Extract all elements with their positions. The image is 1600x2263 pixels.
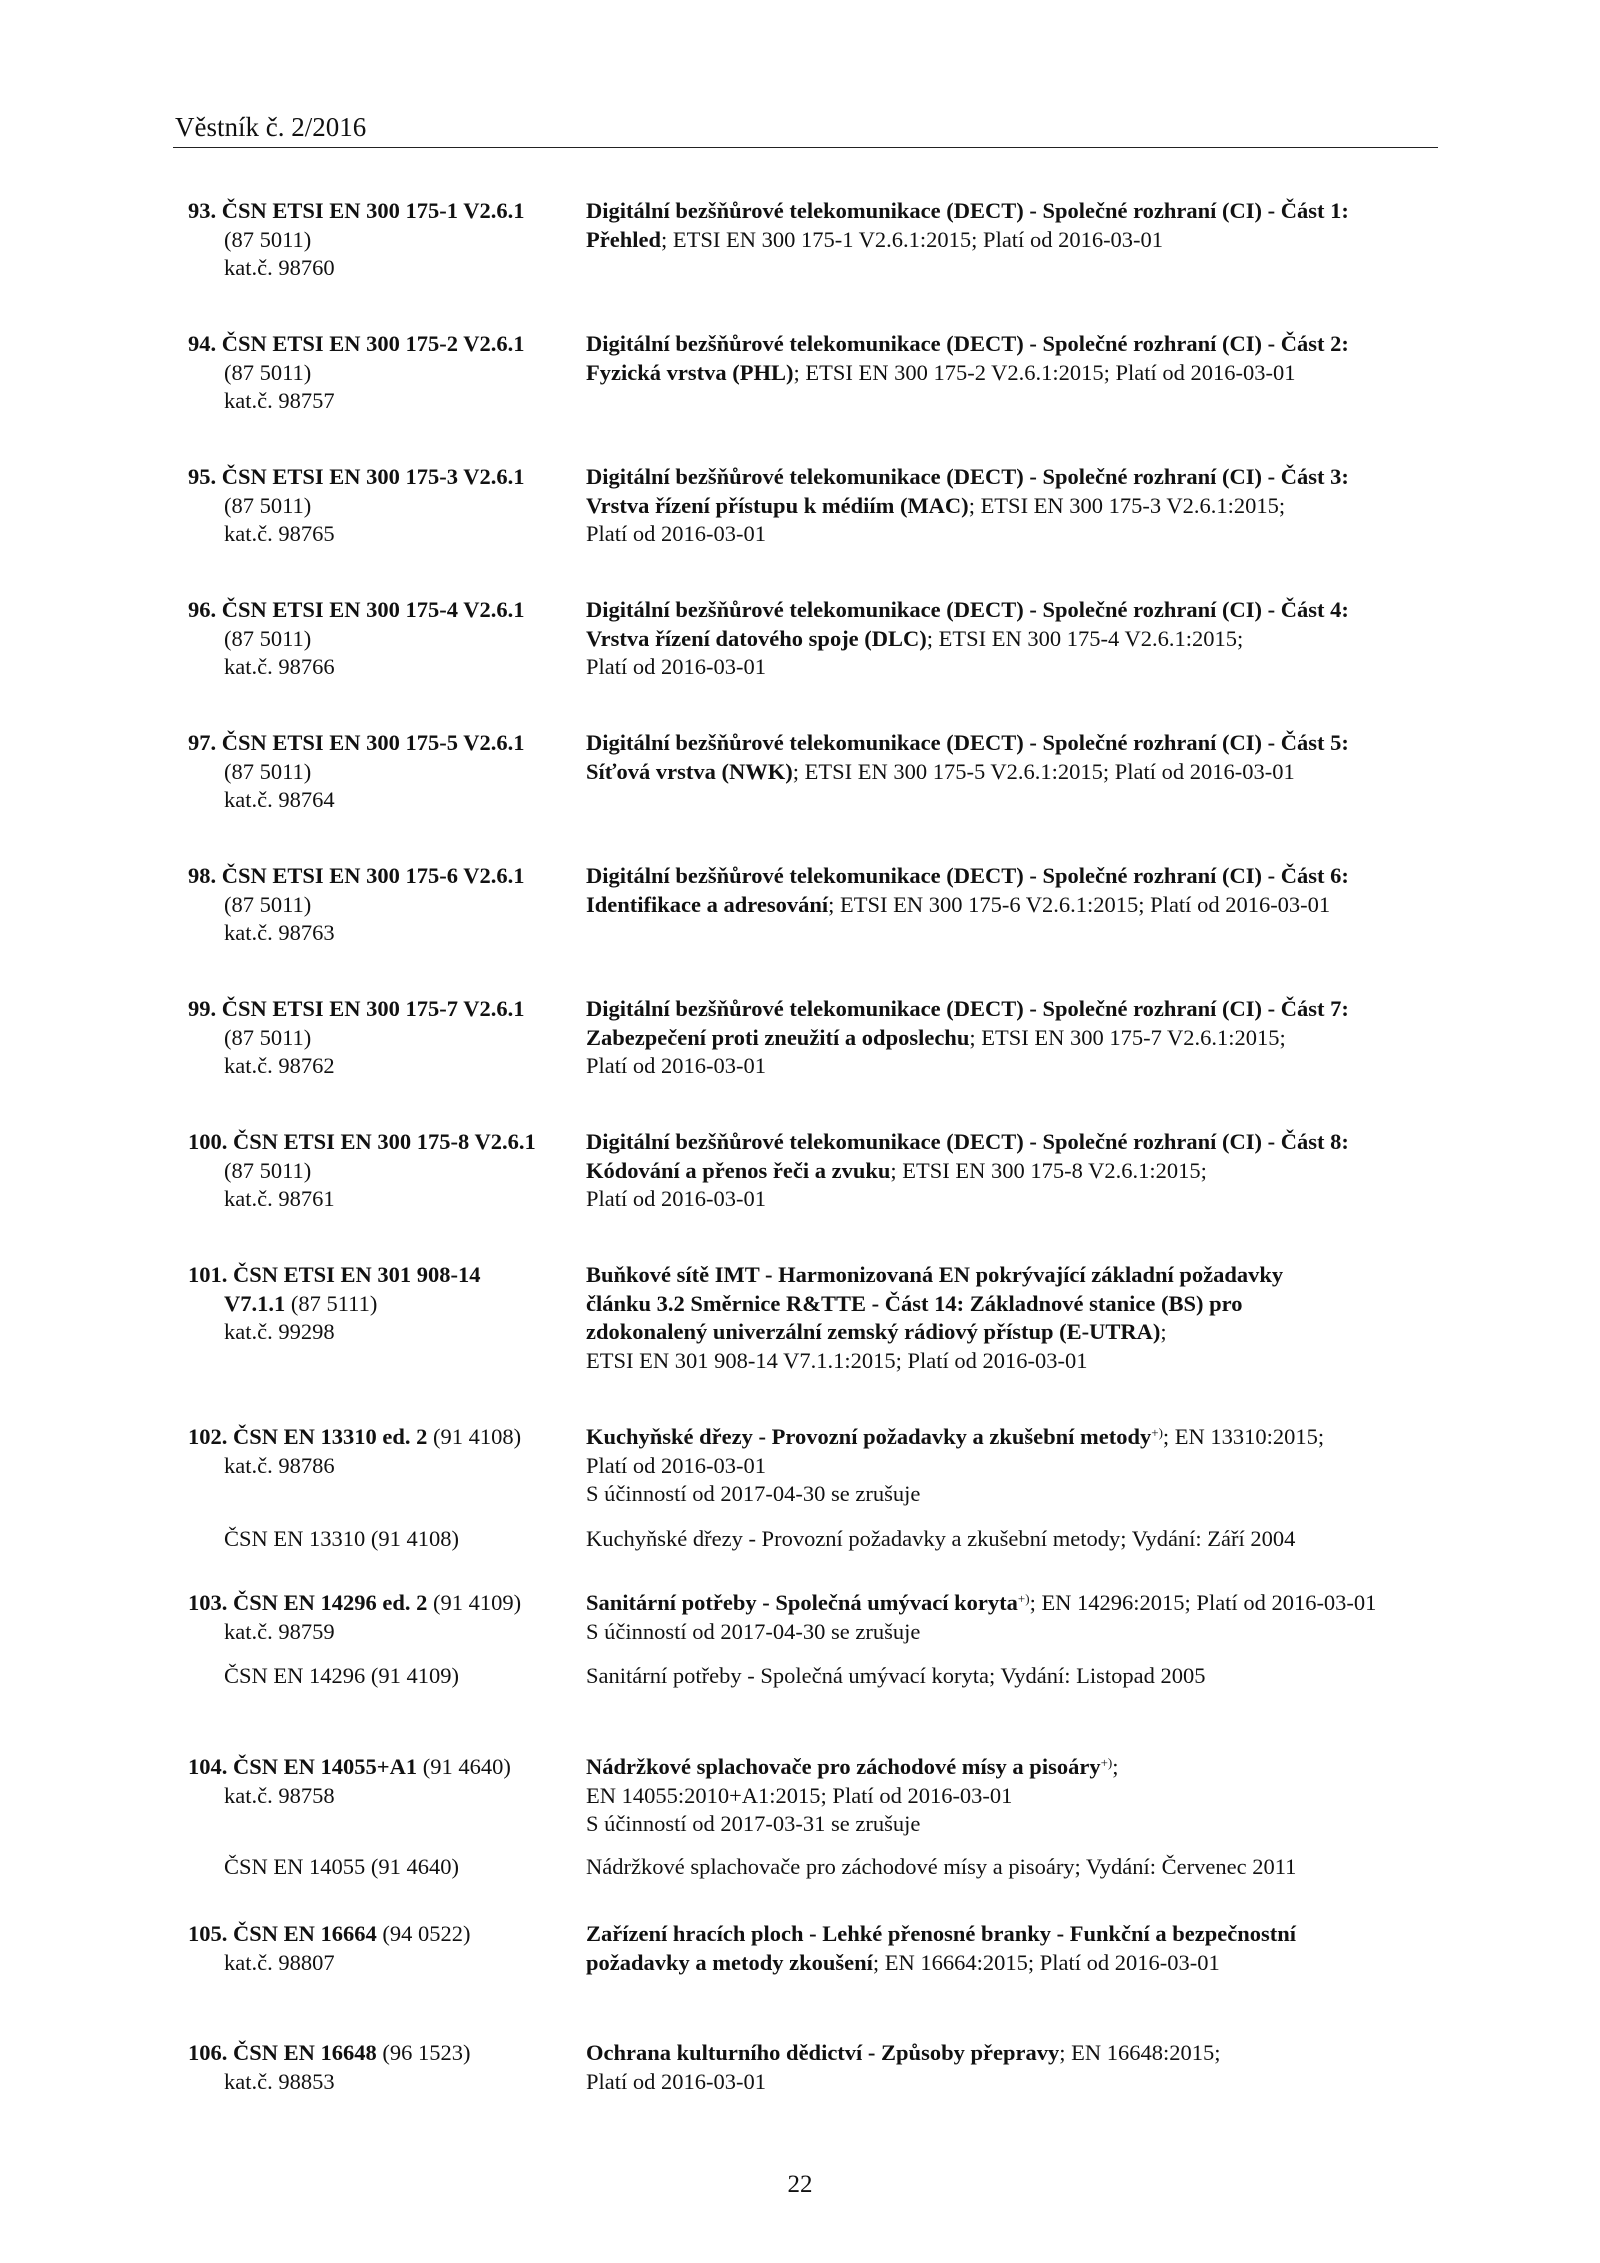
title-line: Digitální bezšňůrové telekomunikace (DECT) - Společné rozhraní (CI) - Část 2: — [586, 331, 1349, 356]
catalog-number: kat.č. 98766 — [224, 654, 335, 679]
class-code: (87 5011) — [224, 625, 312, 651]
title-part: Vrstva řízení přístupu k médiím (MAC) — [586, 492, 969, 518]
class-code: (87 5011) — [224, 891, 312, 917]
replaced-standard-title: Sanitární potřeby - Společná umývací koryta; Vydání: Listopad 2005 — [586, 1663, 1206, 1688]
standard-code: ČSN EN 14296 ed. 2 — [233, 1590, 428, 1615]
title-line: Digitální bezšňůrové telekomunikace (DECT) - Společné rozhraní (CI) - Část 3: — [586, 464, 1349, 489]
entry-number: 99. — [188, 996, 217, 1021]
title-part: Síťová vrstva (NWK) — [586, 758, 793, 784]
entry-description — [586, 729, 1436, 786]
entry-description — [586, 1261, 1436, 1375]
catalog-number: kat.č. 98807 — [224, 1949, 335, 1975]
reference-text: ; ETSI EN 300 175-3 V2.6.1:2015; — [968, 492, 1286, 518]
reference-text: ; ETSI EN 300 175-2 V2.6.1:2015; Platí od 2016-03-01 — [793, 359, 1296, 385]
page-header — [173, 110, 1438, 148]
entry-description — [586, 1423, 1436, 1509]
catalog-number: kat.č. 98760 — [224, 255, 335, 280]
validity-text: Platí od 2016-03-01 — [586, 1053, 766, 1078]
replaced-standard-code: ČSN EN 14055 (91 4640) — [224, 1854, 459, 1879]
entry-identifier — [188, 1261, 578, 1347]
class-code: (91 4640) — [422, 1754, 511, 1779]
entry-number: 101. — [188, 1262, 228, 1287]
class-code: (91 4108) — [433, 1424, 522, 1449]
title-part: požadavky a metody zkoušení — [586, 1949, 873, 1975]
footnote-mark: +) — [1017, 1591, 1030, 1606]
entry-identifier — [188, 330, 578, 416]
validity-text: Platí od 2016-03-01 — [586, 2068, 766, 2094]
title-part: Kódování a přenos řeči a zvuku — [586, 1157, 891, 1183]
standard-code: ČSN ETSI EN 300 175-1 V2.6.1 — [221, 198, 525, 223]
validity-text: Platí od 2016-03-01 — [586, 521, 766, 546]
withdrawal-text: S účinností od 2017-03-31 se zrušuje — [586, 1811, 921, 1836]
title-part: Přehled — [586, 226, 661, 252]
withdrawal-text: S účinností od 2017-04-30 se zrušuje — [586, 1481, 921, 1506]
entry-description — [586, 1589, 1436, 1646]
title-line: Digitální bezšňůrové telekomunikace (DECT) - Společné rozhraní (CI) - Část 8: — [586, 1129, 1349, 1154]
validity-text: Platí od 2016-03-01 — [586, 1186, 766, 1211]
entry-description — [586, 596, 1436, 682]
entry-description — [586, 330, 1436, 387]
reference-text: ETSI EN 301 908-14 V7.1.1:2015; Platí od 2016-03-01 — [586, 1347, 1088, 1373]
entry-number: 100. — [188, 1129, 228, 1154]
catalog-number: kat.č. 98764 — [224, 787, 335, 812]
standard-code: ČSN ETSI EN 300 175-8 V2.6.1 — [233, 1129, 536, 1154]
entry-number: 106. — [188, 2040, 228, 2065]
reference-text: ; EN 13310:2015; — [1162, 1424, 1325, 1449]
entry-description — [586, 197, 1436, 254]
validity-text: Platí od 2016-03-01 — [586, 1452, 766, 1478]
standard-code: ČSN ETSI EN 301 908-14 — [233, 1262, 481, 1287]
class-code: (87 5111) — [290, 1290, 378, 1316]
reference-text: ; ETSI EN 300 175-7 V2.6.1:2015; — [969, 1024, 1286, 1050]
entry-description — [586, 1128, 1436, 1214]
title-part: Vrstva řízení datového spoje (DLC) — [586, 625, 927, 651]
entry-description — [586, 862, 1436, 919]
replaced-standard-code: ČSN EN 14296 (91 4109) — [224, 1663, 459, 1688]
journal-title: Věstník č. 2/2016 — [175, 112, 367, 142]
entry-identifier — [188, 1753, 578, 1810]
standard-code: ČSN ETSI EN 300 175-6 V2.6.1 — [221, 863, 525, 888]
standard-version: V7.1.1 — [224, 1290, 286, 1316]
class-code: (87 5011) — [224, 1157, 312, 1183]
standard-code: ČSN EN 13310 ed. 2 — [233, 1424, 428, 1449]
reference-text: ; ETSI EN 300 175-1 V2.6.1:2015; Platí od 2016-03-01 — [660, 226, 1164, 252]
entry-identifier — [188, 1920, 578, 1977]
reference-text: ; ETSI EN 300 175-5 V2.6.1:2015; Platí od 2016-03-01 — [792, 758, 1295, 784]
replaced-standard-code: ČSN EN 13310 (91 4108) — [224, 1526, 459, 1551]
entry-identifier — [188, 729, 578, 815]
title-line: Digitální bezšňůrové telekomunikace (DECT) - Společné rozhraní (CI) - Část 4: — [586, 597, 1349, 622]
entry-identifier — [188, 1128, 578, 1214]
page-number: 22 — [787, 2171, 813, 2198]
standard-code: ČSN ETSI EN 300 175-5 V2.6.1 — [221, 730, 525, 755]
standard-code: ČSN EN 16664 — [233, 1921, 377, 1946]
entry-identifier — [188, 197, 578, 283]
entry-number: 97. — [188, 730, 217, 755]
title-part: Fyzická vrstva (PHL) — [586, 359, 794, 385]
entry-description — [586, 463, 1436, 549]
entry-identifier — [188, 995, 578, 1081]
title-line: Digitální bezšňůrové telekomunikace (DECT) - Společné rozhraní (CI) - Část 7: — [586, 996, 1349, 1021]
catalog-number: kat.č. 98758 — [224, 1782, 335, 1808]
entry-description — [586, 2039, 1436, 2096]
replaced-standard-title: Kuchyňské dřezy - Provozní požadavky a zkušební metody; Vydání: Září 2004 — [586, 1526, 1296, 1551]
reference-text: ; ETSI EN 300 175-8 V2.6.1:2015; — [890, 1157, 1207, 1183]
title-line: Buňkové sítě IMT - Harmonizovaná EN pokrývající základní požadavky — [586, 1262, 1284, 1287]
standard-code: ČSN ETSI EN 300 175-4 V2.6.1 — [221, 597, 525, 622]
entry-description — [586, 995, 1436, 1081]
entry-identifier — [188, 463, 578, 549]
title-line: článku 3.2 Směrnice R&TTE - Část 14: Základnové stanice (BS) pro — [586, 1290, 1243, 1316]
title-line: Digitální bezšňůrové telekomunikace (DECT) - Společné rozhraní (CI) - Část 6: — [586, 863, 1349, 888]
entry-identifier — [188, 2039, 578, 2096]
entry-number: 95. — [188, 464, 217, 489]
class-code: (96 1523) — [382, 2040, 471, 2065]
catalog-number: kat.č. 98757 — [224, 388, 335, 413]
reference-text: EN 14055:2010+A1:2015; Platí od 2016-03-01 — [586, 1782, 1013, 1808]
entry-number: 103. — [188, 1590, 228, 1615]
catalog-number: kat.č. 99298 — [224, 1319, 335, 1344]
entry-description — [586, 1920, 1436, 1977]
title-line: Nádržkové splachovače pro záchodové mísy a pisoáry — [586, 1754, 1101, 1779]
catalog-number: kat.č. 98761 — [224, 1186, 335, 1211]
standard-code: ČSN ETSI EN 300 175-3 V2.6.1 — [221, 464, 525, 489]
entry-number: 105. — [188, 1921, 228, 1946]
class-code: (94 0522) — [382, 1921, 471, 1946]
entry-number: 104. — [188, 1754, 228, 1779]
replaced-standard-title: Nádržkové splachovače pro záchodové mísy a pisoáry; Vydání: Červenec 2011 — [586, 1854, 1297, 1879]
standard-code: ČSN ETSI EN 300 175-2 V2.6.1 — [221, 331, 525, 356]
footnote-mark: +) — [1151, 1425, 1163, 1440]
class-code: (87 5011) — [224, 1024, 312, 1050]
footnote-mark: +) — [1100, 1755, 1113, 1770]
catalog-number: kat.č. 98763 — [224, 920, 335, 945]
class-code: (87 5011) — [224, 359, 312, 385]
title-part: Zabezpečení proti zneužití a odposlechu — [586, 1024, 970, 1050]
catalog-number: kat.č. 98786 — [224, 1452, 335, 1478]
entry-identifier — [188, 1589, 578, 1646]
reference-text: ; EN 14296:2015; Platí od 2016-03-01 — [1029, 1590, 1377, 1615]
validity-text: Platí od 2016-03-01 — [586, 654, 766, 679]
entry-number: 93. — [188, 198, 217, 223]
class-code: (87 5011) — [224, 492, 312, 518]
entry-description — [586, 1753, 1436, 1839]
standard-code: ČSN ETSI EN 300 175-7 V2.6.1 — [221, 996, 525, 1021]
punctuation: ; — [1160, 1319, 1167, 1344]
reference-text: ; ETSI EN 300 175-6 V2.6.1:2015; Platí od 2016-03-01 — [828, 891, 1331, 917]
entry-identifier — [188, 596, 578, 682]
catalog-number: kat.č. 98853 — [224, 2068, 335, 2094]
title-line: Digitální bezšňůrové telekomunikace (DECT) - Společné rozhraní (CI) - Část 5: — [586, 730, 1349, 755]
standard-code: ČSN EN 14055+A1 — [233, 1754, 418, 1779]
entry-number: 98. — [188, 863, 217, 888]
entry-identifier — [188, 1423, 578, 1480]
title-part: Identifikace a adresování — [586, 891, 829, 917]
reference-text: ; EN 16648:2015; — [1059, 2040, 1221, 2065]
entry-number: 102. — [188, 1424, 228, 1449]
entry-number: 94. — [188, 331, 217, 356]
class-code: (91 4109) — [433, 1590, 522, 1615]
title-line: Zařízení hracích ploch - Lehké přenosné branky - Funkční a bezpečnostní — [586, 1921, 1297, 1946]
reference-text: ; ETSI EN 300 175-4 V2.6.1:2015; — [926, 625, 1244, 651]
withdrawal-text: S účinností od 2017-04-30 se zrušuje — [586, 1618, 921, 1644]
title-line: zdokonalený univerzální zemský rádiový přístup (E-UTRA) — [586, 1319, 1161, 1344]
standard-code: ČSN EN 16648 — [233, 2040, 377, 2065]
entry-identifier — [188, 862, 578, 948]
title-line: Kuchyňské dřezy - Provozní požadavky a zkušební metody — [586, 1424, 1152, 1449]
entry-number: 96. — [188, 597, 217, 622]
punctuation: ; — [1112, 1754, 1119, 1779]
class-code: (87 5011) — [224, 226, 312, 252]
catalog-number: kat.č. 98759 — [224, 1618, 335, 1644]
title-line: Sanitární potřeby - Společná umývací koryta — [586, 1590, 1018, 1615]
catalog-number: kat.č. 98762 — [224, 1053, 335, 1078]
title-line: Digitální bezšňůrové telekomunikace (DECT) - Společné rozhraní (CI) - Část 1: — [586, 198, 1349, 223]
catalog-number: kat.č. 98765 — [224, 521, 335, 546]
class-code: (87 5011) — [224, 758, 312, 784]
title-line: Ochrana kulturního dědictví - Způsoby přepravy — [586, 2040, 1060, 2065]
reference-text: ; EN 16664:2015; Platí od 2016-03-01 — [872, 1949, 1220, 1975]
